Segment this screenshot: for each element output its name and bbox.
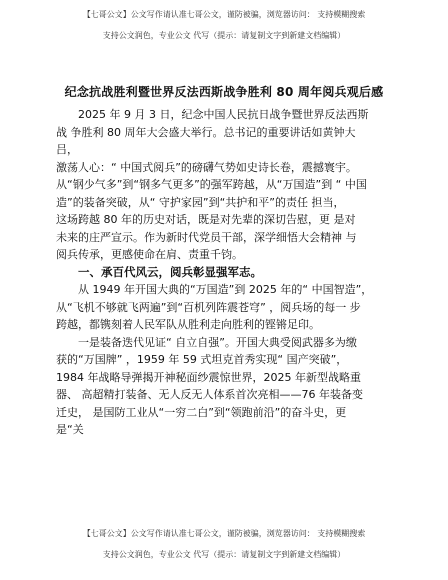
header-notice-line2: 支持公文润色，专业公文 代写（提示：请复制文字到新建文档编辑） (102, 31, 346, 40)
body-line: 这场跨越 80 年的历史对话，既是对先辈的深切告慰，更 是对 (56, 213, 356, 226)
body-line: 1984 年战略导弹揭开神秘面纱震惊世界，2025 年新型战略重 (56, 370, 361, 384)
body-line: 吕， (56, 143, 78, 156)
body-line: 是“关 (56, 423, 84, 436)
body-line: 获的“万国牌” ，1959 年 59 式坦克首秀实现“ 国产突破”， (56, 353, 348, 366)
body-line: 从“钢少气多”到“钢多气更多”的强军跨越，从“万国造”到 “ 中国 (56, 178, 367, 191)
body-line: 从“飞机不够就飞两遍”到“百机列阵震苍穹” ，阅兵场的每一 步 (56, 300, 361, 314)
section-heading: 一、承百代风云，阅兵彰显强军志。 (78, 264, 262, 279)
footer-notice-line2: 支持公文润色，专业公文 代写（提示：请复制文字到新建文档编辑） (102, 550, 346, 559)
body-line: 战 争胜利 80 周年大会盛大举行。总书记的重要讲话如黄钟大 (56, 125, 356, 139)
body-line: 一是装备迭代见证“ 自立自强”。开国大典受阅武器多为缴 (78, 335, 357, 349)
body-line: 激荡人心：“ 中国式阅兵”的磅礴气势如史诗长卷，震撼寰宇。 (56, 160, 357, 174)
body-line: 从 1949 年开国大典的“万国造”到 2025 年的“ 中国智造”， (78, 283, 373, 296)
footer-notice-line1: 【七哥公文】公文写作请认准七哥公文，谨防被骗，浏览器访问： 支持模糊搜索 (82, 529, 366, 538)
body-line: 未来的庄严宣示。作为新时代党员干部，深学细悟大会精神 与 (56, 230, 357, 244)
body-line: 阅兵传承，更感使命在肩、责重千钧。 (56, 248, 243, 261)
document-body (56, 106, 402, 439)
document-title: 纪念抗战胜利暨世界反法西斯战争胜利 80 周年阅兵观后感 (64, 85, 384, 99)
header-notice-line1: 【七哥公文】公文写作请认准七哥公文，谨防被骗，浏览器访问： 支持模糊搜索 (82, 10, 366, 19)
body-line: 器、 高超精打装备、无人反无人体系首次亮相——76 年装备变 (56, 388, 363, 401)
body-line: 跨越，都镌刻着人民军队从胜利走向胜利的铿锵足印。 (56, 318, 320, 331)
body-line: 迁史， 是国防工业从“一穷二白”到“领跑前沿”的奋斗史，更 (56, 405, 347, 419)
body-line: 2025 年 9 月 3 日，纪念中国人民抗日战争暨世界反法西斯 (78, 108, 369, 121)
body-line: 造”的装备突破，从“ 守护家园”到“共护和平”的责任 担当， (56, 195, 345, 209)
